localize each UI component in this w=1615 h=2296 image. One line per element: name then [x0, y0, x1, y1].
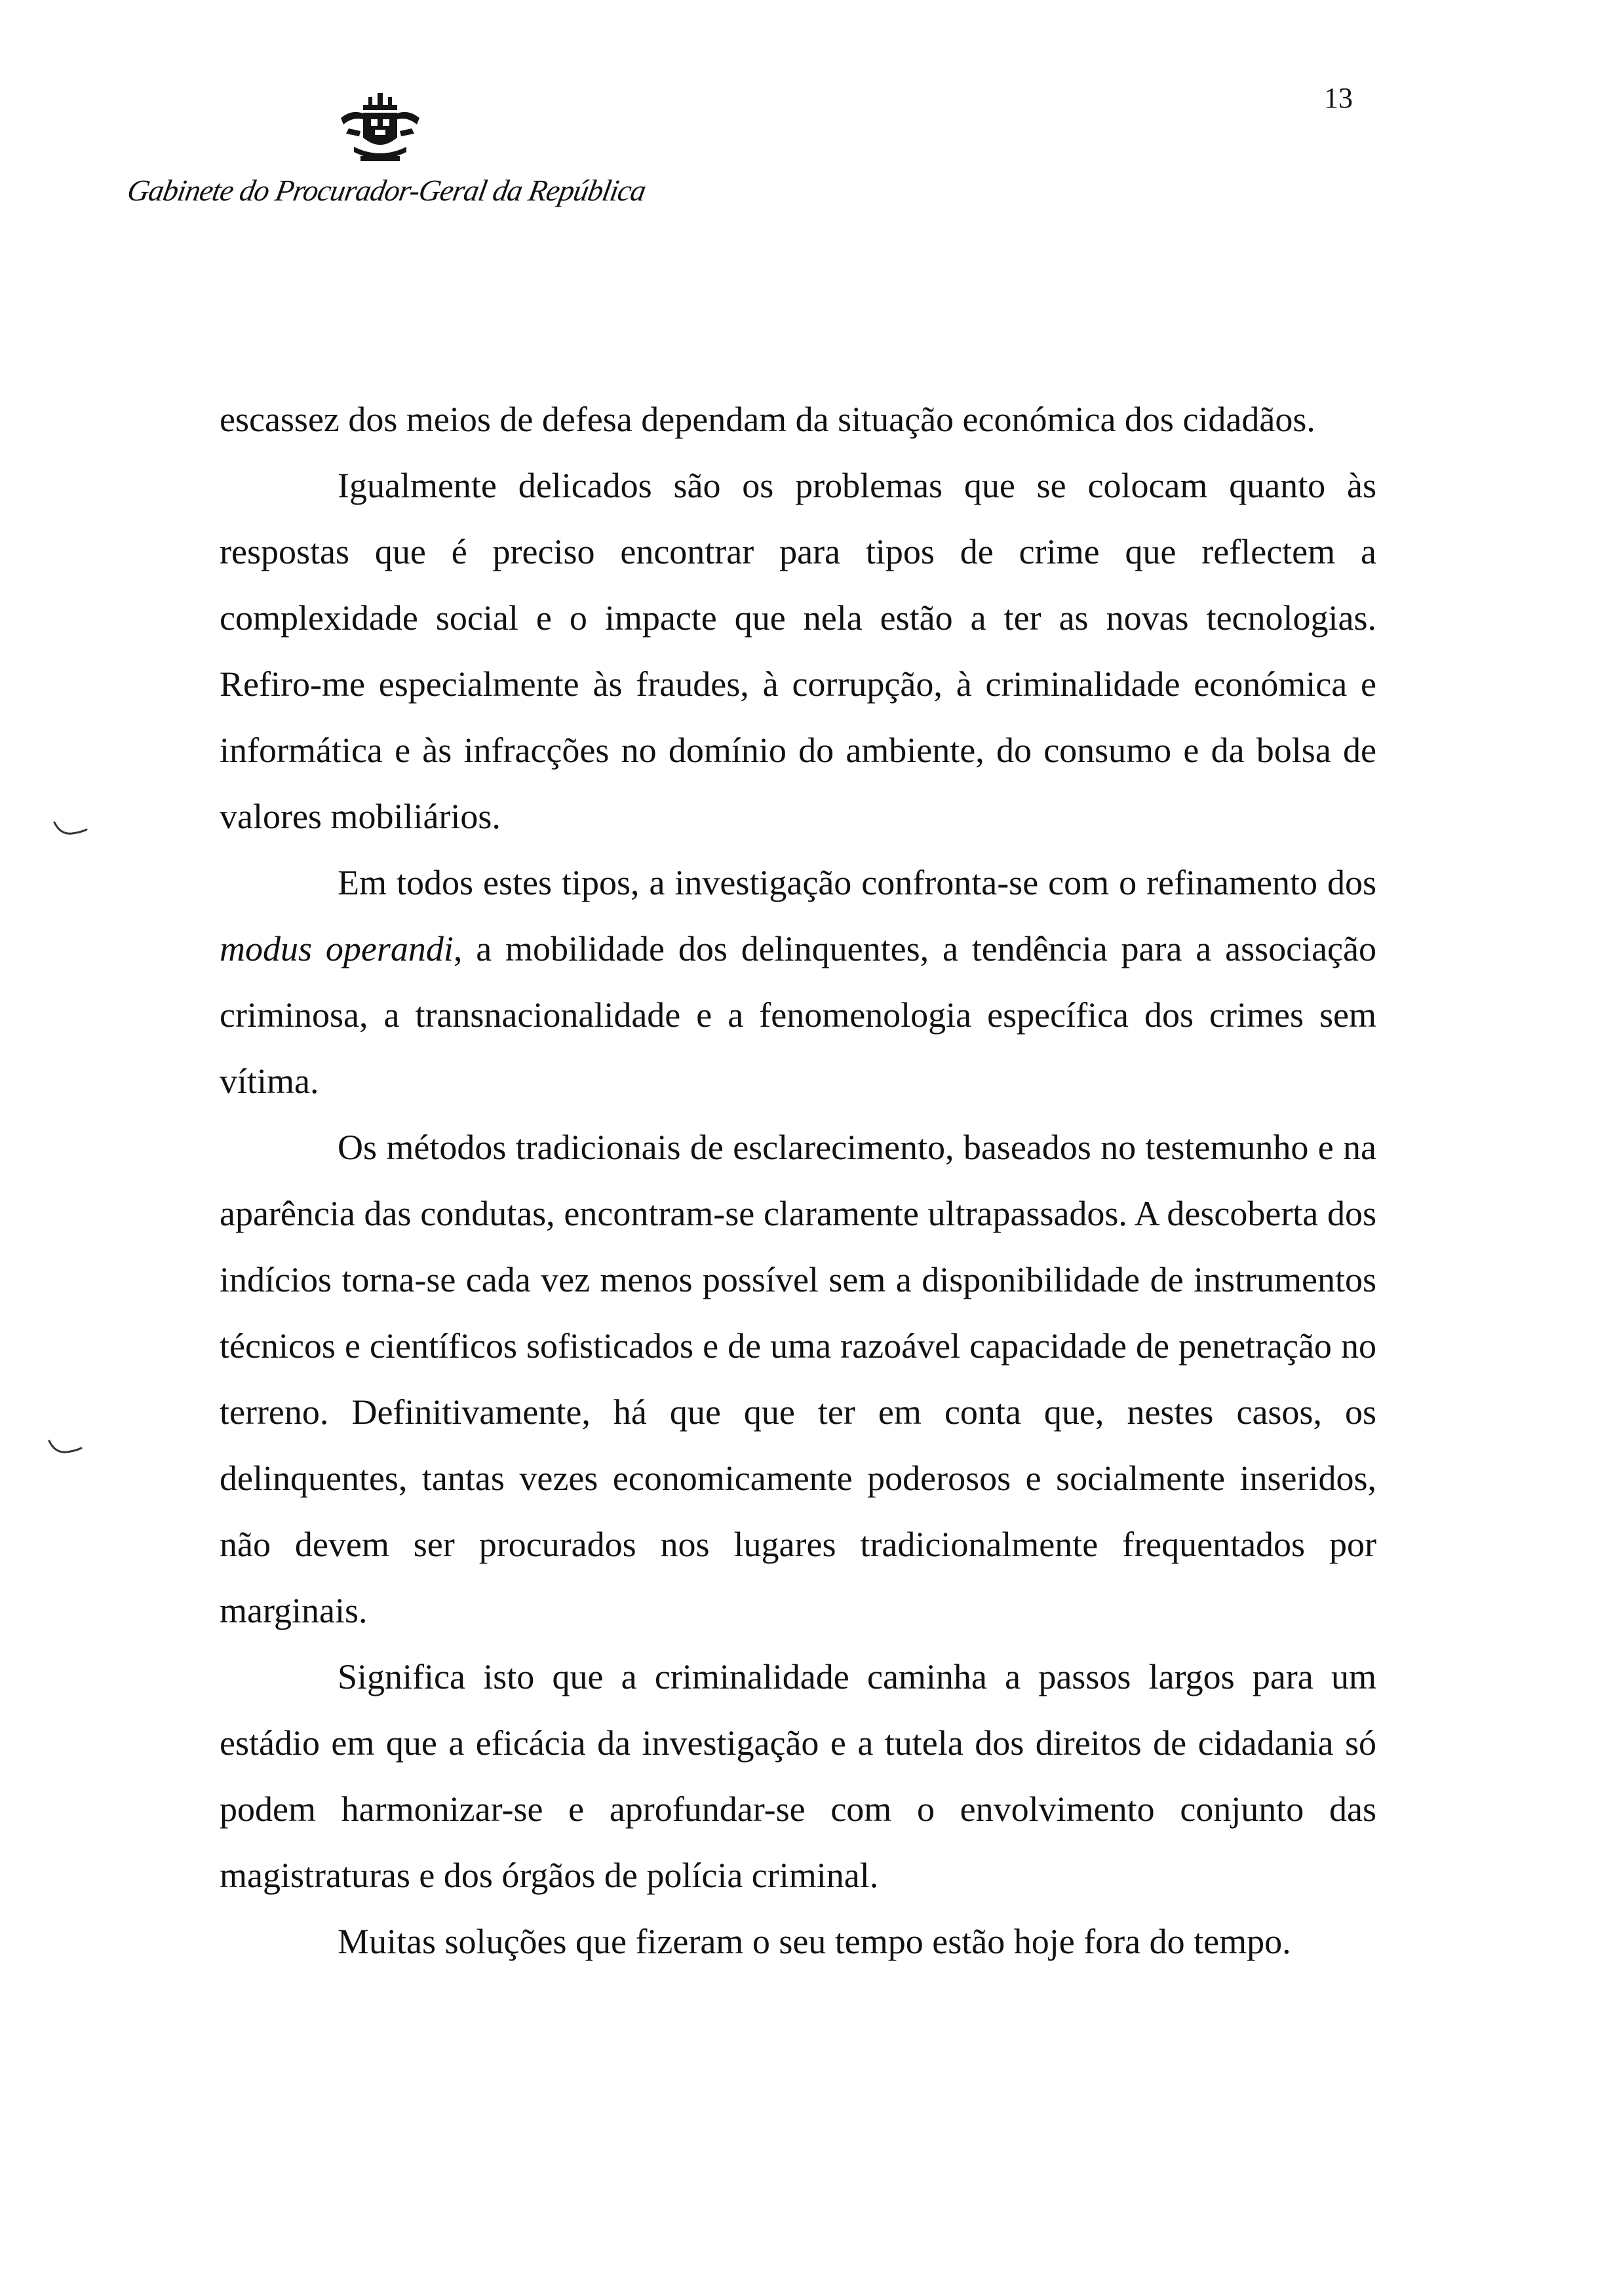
paragraph: Igualmente delicados são os problemas que se colocam quanto às respostas que é preciso encontrar para tipos de crime que reflectem a complexidade social e o impacte que nela estão a ter as novas tecnologias. Refiro-me especialmente às fraudes, à corrupção, à criminalidade económica e informática e às infracções no domínio do ambiente, do consumo e da bolsa de valores mobiliários.: [220, 466, 1376, 836]
page-number: 13: [1324, 82, 1353, 114]
paragraph: [220, 850, 1376, 1115]
coat-of-arms-emblem: [334, 92, 426, 167]
paragraph: Muitas soluções que fizeram o seu tempo estão hoje fora do tempo.: [338, 1922, 1291, 1961]
margin-tick-mark: [52, 820, 89, 837]
margin-tick-mark: [47, 1439, 84, 1456]
paragraph-text: , a mobilidade dos delinquentes, a tendência para a associação criminosa, a transnacionalidade e a fenomenologia específica dos crimes sem vítima.: [220, 929, 1376, 1101]
paragraph: Os métodos tradicionais de esclarecimento, baseados no testemunho e na aparência das condutas, encontram-se claramente ultrapassados. A descoberta dos indícios torna-se cada vez menos possível sem a disponibilidade de instrumentos técnicos e científicos sofisticados e de uma razoável capacidade de penetração no terreno. Definitivamente, há que que ter em conta que, nestes casos, os delinquentes, tantas vezes economicamente poderosos e socialmente inseridos, não devem ser procurados nos lugares tradicionalmente frequentados por marginais.: [220, 1128, 1376, 1630]
paragraph: escassez dos meios de defesa dependam da situação económica dos cidadãos.: [220, 400, 1315, 439]
letterhead-title: Gabinete do Procurador-Geral da República: [125, 174, 648, 207]
italic-term: modus operandi: [220, 929, 454, 968]
paragraph-text: Em todos estes tipos, a investigação confronta-se com o refinamento dos: [338, 863, 1376, 902]
document-body: [220, 387, 1376, 1975]
paragraph: Significa isto que a criminalidade caminha a passos largos para um estádio em que a eficácia da investigação e a tutela dos direitos de cidadania só podem harmonizar-se e aprofundar-se com o envolvimento conjunto das magistraturas e dos órgãos de polícia criminal.: [220, 1657, 1376, 1895]
